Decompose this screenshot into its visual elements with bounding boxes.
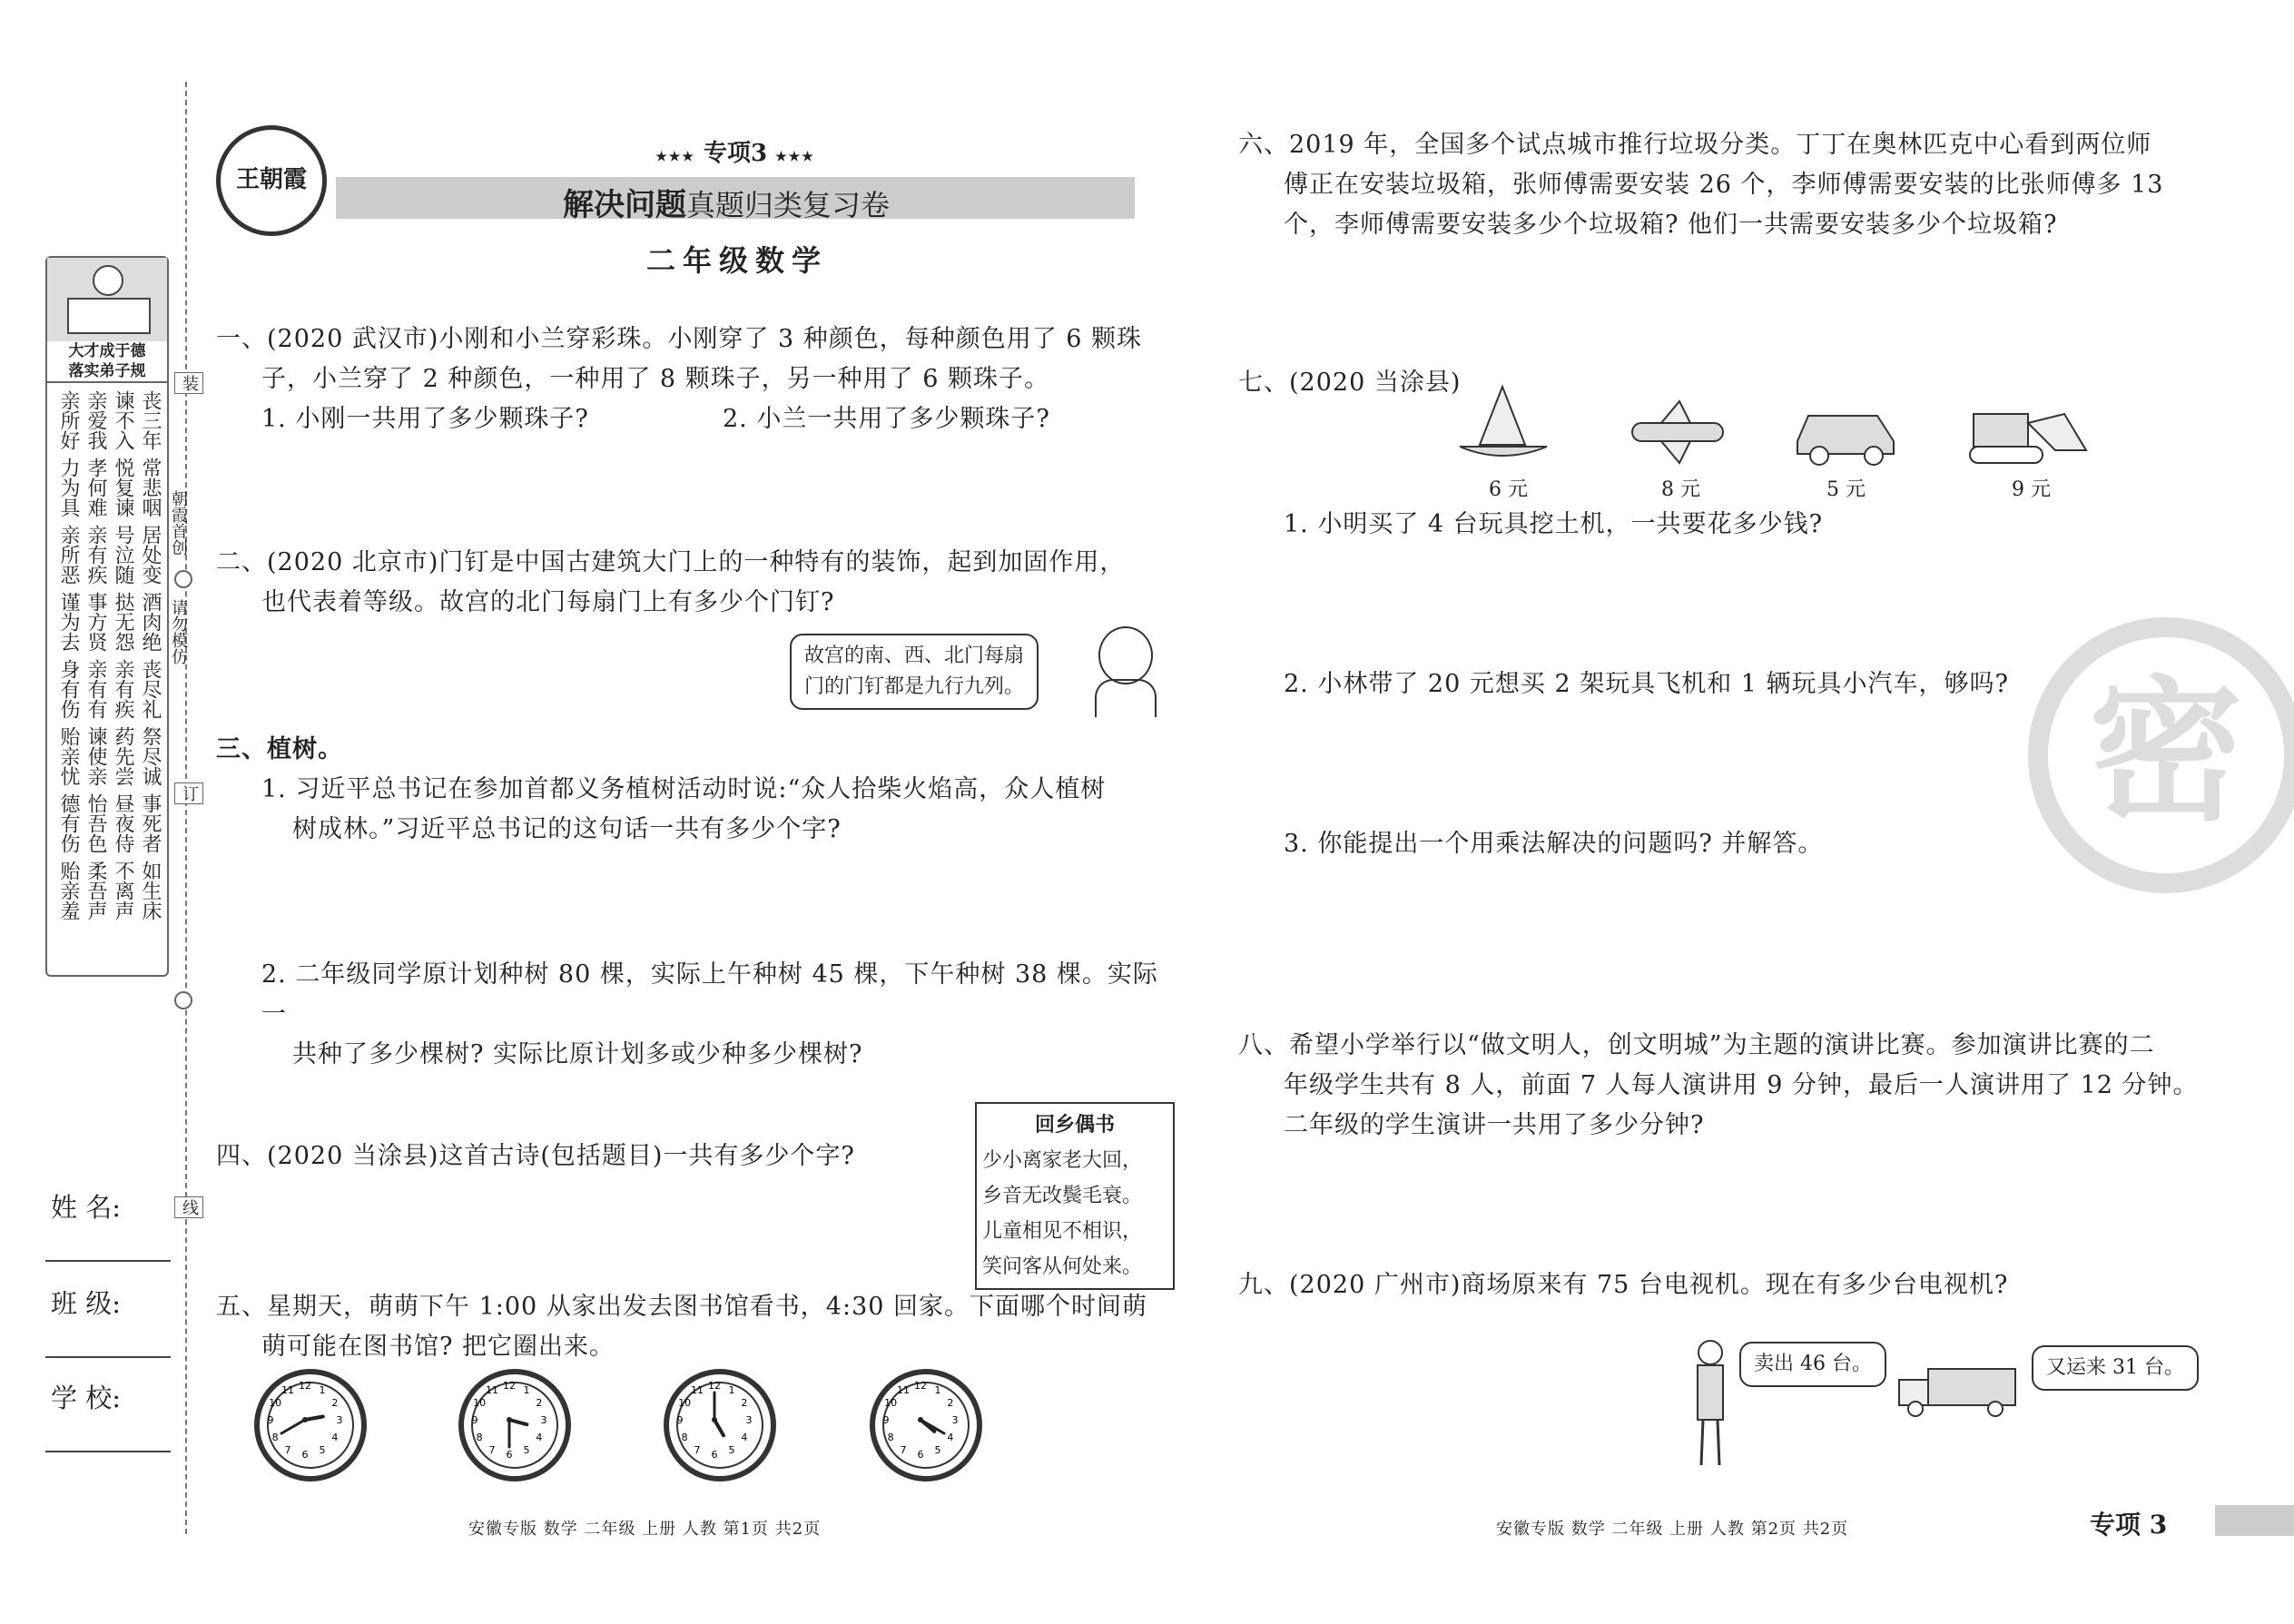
clock-numeral: 5 [319,1443,326,1456]
clock-numeral: 1 [934,1384,941,1397]
delivered-bubble: 又运来 31 台。 [2032,1345,2199,1391]
motto-text: 酒肉绝 [139,592,162,652]
clock-numeral: 11 [486,1384,498,1397]
clock-numeral: 12 [299,1380,311,1392]
clock-numeral: 3 [745,1414,753,1426]
question-1-sub-1: 1. 小刚一共用了多少颗珠子? [261,405,589,433]
clock-numeral: 8 [476,1432,483,1443]
motto-text: 号泣随 [112,525,134,585]
motto-text: 德有伤 [57,793,80,853]
motto-text: 亲有疾 [112,659,134,719]
clock-numeral: 10 [884,1397,898,1409]
clock-numeral: 12 [503,1380,516,1392]
clock-numeral: 4 [536,1432,543,1443]
motto-text: 如生床 [139,861,162,920]
hour-hand [714,1420,724,1435]
sailboat-icon [1452,381,1552,463]
page-subtitle: 二年级数学 [646,243,829,278]
clock-numeral: 2 [947,1397,954,1409]
motto-text: 身有伤 [57,659,80,719]
toy-price-3: 5 元 [1826,478,1866,501]
question-1: 一、(2020 武汉市)小刚和小兰穿彩珠。小刚穿了 3 种颜色，每种颜色用了 6 颗珠 子，小兰穿了 2 种颜色，一种用了 8 颗珠子，另一种用了 6 颗珠子。 1. 小刚一共用了多少颗珠子? 2. 小兰一共用了多少颗珠子? [216,320,1169,439]
clock-numeral: 9 [267,1414,274,1426]
motto-text: 柔吾声 [84,861,107,920]
clock-numeral: 9 [471,1414,478,1426]
clock-numeral: 4 [331,1432,339,1443]
question-7-sub-1: 1. 小明买了 4 台玩具挖土机，一共要花多少钱? [1284,510,1824,538]
clock-numeral: 9 [882,1414,890,1426]
clock-numeral: 1 [728,1384,735,1397]
clock-numeral: 10 [678,1397,692,1409]
motto-text: 谏不入 [112,390,134,450]
clock-numeral: 8 [887,1432,894,1443]
clock-numeral: 11 [691,1384,704,1397]
motto-text: 居处变 [139,525,162,585]
hint-bubble: 故宫的南、西、北门每扇 门的门钉都是九行九列。 [790,634,1039,710]
corner-series-label: 专项 3 [2090,1510,2168,1540]
clock-center [302,1417,308,1422]
school-field[interactable] [45,1451,171,1452]
clock-numeral: 11 [897,1384,910,1397]
clock-numeral: 4 [947,1432,954,1443]
clock-numeral: 6 [711,1449,718,1461]
question-4: 四、(2020 当涂县)这首古诗(包括题目)一共有多少个字? [216,1142,855,1170]
clock-numeral: 5 [523,1443,530,1456]
question-8: 八、希望小学举行以“做文明人，创文明城”为主题的演讲比赛。参加演讲比赛的二 年级学生共有 8 人，前面 7 人每人演讲用 9 分钟，最后一人演讲用了 12 分钟。 二年级的学生演讲一共用了多少分钟? [1238,1031,2199,1139]
motto-text: 常悲咽 [139,458,162,517]
clock-numeral: 7 [488,1443,496,1456]
question-2: 二、(2020 北京市)门钉是中国古建筑大门上的一种特有的装饰，起到加固作用， 也代表着等级。故宫的北门每扇门上有多少个门钉? [216,548,1126,616]
binding-hole-icon [174,570,192,588]
motto-text: 贻亲忧 [57,726,80,786]
clock-center [507,1417,512,1422]
motto-text: 亲爱我 [84,390,107,450]
clock-numeral: 9 [676,1414,684,1426]
clock-numeral: 5 [728,1443,735,1456]
motto-text: 怡吾色 [84,793,107,853]
slogan-2: 落实弟子规 [47,361,167,383]
clock-numeral: 3 [951,1414,959,1426]
clock-numeral: 8 [271,1432,279,1443]
car-icon [1790,396,1901,468]
clock-numeral: 2 [536,1397,543,1409]
motto-text: 亲有有 [84,659,107,719]
clock-numeral: 12 [708,1380,721,1392]
clock-numeral: 6 [917,1449,924,1461]
clock-numeral: 12 [914,1380,927,1392]
motto-text: 事死者 [139,793,162,853]
binding-dotted-line [185,82,187,1534]
binding-mark-2: 订 [174,782,203,804]
question-3-sub-1: 1. 习近平总书记在参加首都义务植树活动时说:“众人拾柴火焰高，众人植树 [261,775,1107,803]
motto-text: 亲所好 [57,390,80,450]
question-3-sub-2: 2. 二年级同学原计划种树 80 棵，实际上午种树 45 棵，下午种树 38 棵。实际一 共种了多少棵树? 实际比原计划多或少种多少棵树? [261,960,1158,1068]
clock-numeral: 7 [284,1443,291,1456]
minute-hand [281,1420,305,1433]
motto-sidebar [45,256,169,977]
truck-icon [1895,1365,2019,1420]
sold-bubble: 卖出 46 台。 [1739,1342,1886,1387]
motto-text: 力为具 [57,458,80,517]
airplane-icon [1625,396,1730,468]
name-label: 姓 名: [51,1192,121,1223]
question-1-sub-2: 2. 小兰一共用了多少颗珠子? [723,405,1050,433]
clock-2[interactable] [458,1369,571,1481]
clock-numeral: 2 [331,1397,339,1409]
motto-text: 亲所恶 [57,525,80,585]
clock-numeral: 1 [523,1384,530,1397]
clock-numeral: 1 [319,1384,326,1397]
series-label: ★★★ 专项3 ★★★ [655,140,815,167]
clock-numeral: 8 [681,1432,688,1443]
clock-3[interactable] [664,1369,776,1481]
toy-price-1: 6 元 [1489,478,1528,501]
binding-mark-1: 装 [174,372,203,394]
clock-numeral: 11 [281,1384,294,1397]
question-5: 五、星期天，萌萌下午 1:00 从家出发去图书馆看书，4:30 回家。下面哪个时间萌 萌可能在图书馆? 把它圈出来。 [216,1293,1148,1361]
clock-center [712,1417,717,1422]
clock-4[interactable] [870,1369,982,1481]
clock-numeral: 2 [741,1397,748,1409]
clock-numeral: 10 [473,1397,487,1409]
motto-text: 谨为去 [57,592,80,652]
motto-text: 事方贤 [84,592,107,652]
clock-numeral: 3 [540,1414,547,1426]
clock-numeral: 10 [269,1397,282,1409]
motto-text: 悦复谏 [112,458,134,517]
clock-1[interactable] [254,1369,367,1481]
clock-numeral: 7 [900,1443,907,1456]
clock-numeral: 6 [506,1449,513,1461]
clock-center [918,1417,923,1422]
corner-bar [2215,1505,2294,1536]
class-field[interactable] [45,1356,171,1358]
motto-text: 药先尝 [112,726,134,786]
motto-text: 昼夜侍 [112,793,134,853]
clock-numeral: 5 [934,1443,941,1456]
question-7: 七、(2020 当涂县) [1238,369,1462,397]
vertical-note-1: 朝霞首创 [169,490,188,556]
excavator-icon [1964,396,2092,468]
footer-left: 安徽专版 数学 二年级 上册 人教 第1页 共2页 [468,1520,822,1539]
clock-numeral: 4 [741,1432,748,1443]
motto-text: 亲有疾 [84,525,107,585]
toy-price-2: 8 元 [1661,478,1700,501]
clock-numeral: 6 [301,1449,309,1461]
motto-text: 不离声 [112,861,134,920]
scholar-illustration [47,258,167,341]
clock-numeral: 3 [336,1414,343,1426]
question-6: 六、2019 年，全国多个试点城市推行垃圾分类。丁丁在奥林匹克中心看到两位师 傅正在安装垃圾箱，张师傅需要安装 26 个，李师傅需要安装的比张师傅多 13 个，李师傅需要安装多少个垃圾箱? 他们一共需要安装多少个垃圾箱? [1238,131,2164,239]
slogan-1: 大才成于德 [68,342,146,360]
class-label: 班 级: [51,1288,121,1319]
motto-text: 谏使亲 [84,726,107,786]
poem-box: 回乡偶书 少小离家老大回， 乡音无改鬓毛衰。 儿童相见不相识， 笑问客从何处来。 [975,1102,1175,1290]
vertical-note-2: 请勿模仿 [169,599,188,664]
name-field[interactable] [45,1260,171,1262]
motto-text: 丧三年 [139,390,162,450]
page-title: 解决问题真题归类复习卷 [563,187,891,223]
motto-text: 孝何难 [84,458,107,517]
footer-right: 安徽专版 数学 二年级 上册 人教 第2页 共2页 [1496,1520,1849,1539]
motto-grid [47,383,167,928]
toy-price-4: 9 元 [2012,478,2051,501]
binding-hole-icon [174,991,192,1009]
girl-illustration [1089,626,1158,717]
question-7-sub-3: 3. 你能提出一个用乘法解决的问题吗? 并解答。 [1284,830,1824,858]
motto-text: 祭尽诚 [139,726,162,786]
question-7-sub-2: 2. 小林带了 20 元想买 2 架玩具飞机和 1 辆玩具小汽车，够吗? [1284,670,2010,698]
motto-text: 贻亲羞 [57,861,80,920]
clock-numeral: 7 [694,1443,701,1456]
motto-text: 挞无怨 [112,592,134,652]
hour-hand [305,1417,323,1420]
question-9: 九、(2020 广州市)商场原来有 75 台电视机。现在有多少台电视机? [1238,1271,2009,1299]
school-label: 学 校: [51,1383,121,1413]
motto-text: 丧尽礼 [139,659,162,719]
confidential-stamp: 密 [2028,617,2294,893]
shopkeeper-illustration [1690,1338,1730,1469]
question-3: 三、植树。 1. 习近平总书记在参加首都义务植树活动时说:“众人拾柴火焰高，众人植树 树成林。”习近平总书记的这句话一共有多少个字? [216,730,1169,850]
binding-mark-3: 线 [174,1196,203,1218]
brand-logo: 王朝霞 [216,125,327,236]
